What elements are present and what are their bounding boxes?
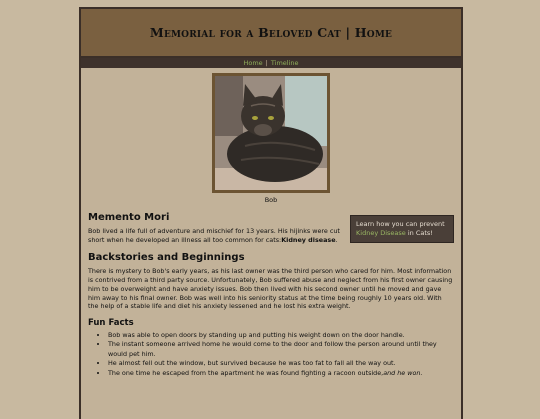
kidney-disease-callout — [350, 215, 454, 243]
callout-text-before: Learn how you can prevent — [356, 220, 445, 228]
memento-bold: Kidney disease — [281, 235, 336, 244]
list-item — [108, 369, 454, 378]
nav-timeline-link[interactable]: Timeline — [270, 59, 299, 67]
main-content — [81, 212, 461, 378]
memento-heading: Memento Mori — [88, 212, 170, 223]
backstory-heading: Backstories and Beginnings — [88, 252, 245, 264]
backstory-paragraph: There is mystery to Bob's early years, as his last owner was the third person who cared for him. Most information is contrived from a third party source. Unfortunately, Bob suffered abuse and neglect from his first owner causing him to be overweight and have anxiety issues. Bob then lived with his second owner until he moved and gave him away to his final owner. Bob was well into his seniority status at the time being roughly 10 years old. With the help of a stable life and diet his anxiety lessened and he lost his extra weight. — [88, 267, 453, 311]
callout-text-after: in Cats! — [405, 229, 433, 237]
list-item: • He almost fell out the window, but survived because he was too fat to fall all the way out. — [108, 359, 454, 368]
list-item: • Bob was able to open doors by standing up and putting his weight down on the door handle. — [108, 331, 454, 340]
kidney-disease-link[interactable]: Kidney Disease — [356, 229, 406, 237]
last-fact-emphasis: and he won. — [383, 368, 423, 377]
nav-separator: | — [265, 59, 268, 67]
funfacts-list — [88, 331, 454, 378]
photo-caption: Bob — [264, 196, 278, 204]
site-header — [81, 9, 461, 58]
cat-photo — [212, 73, 330, 193]
list-item: • The instant someone arrived home he would come to the door and follow the person around until they would pet him. — [108, 340, 454, 359]
main-nav — [81, 58, 461, 68]
memento-end: . — [335, 235, 338, 244]
site-title: Memorial for a Beloved Cat | Home — [149, 25, 393, 40]
memento-paragraph — [88, 227, 346, 244]
hero-figure — [211, 73, 331, 204]
memento-text: Bob lived a life full of adventure and mischief for 13 years. His hijinks were cut short when he developed an illness all too common for cats: — [88, 227, 340, 244]
page-container — [79, 7, 463, 419]
last-fact-text: The one time he escaped from the apartment he was found fighting a racoon outside, — [108, 368, 384, 377]
nav-home-link[interactable]: Home — [243, 59, 263, 67]
funfacts-heading: Fun Facts — [88, 317, 134, 328]
